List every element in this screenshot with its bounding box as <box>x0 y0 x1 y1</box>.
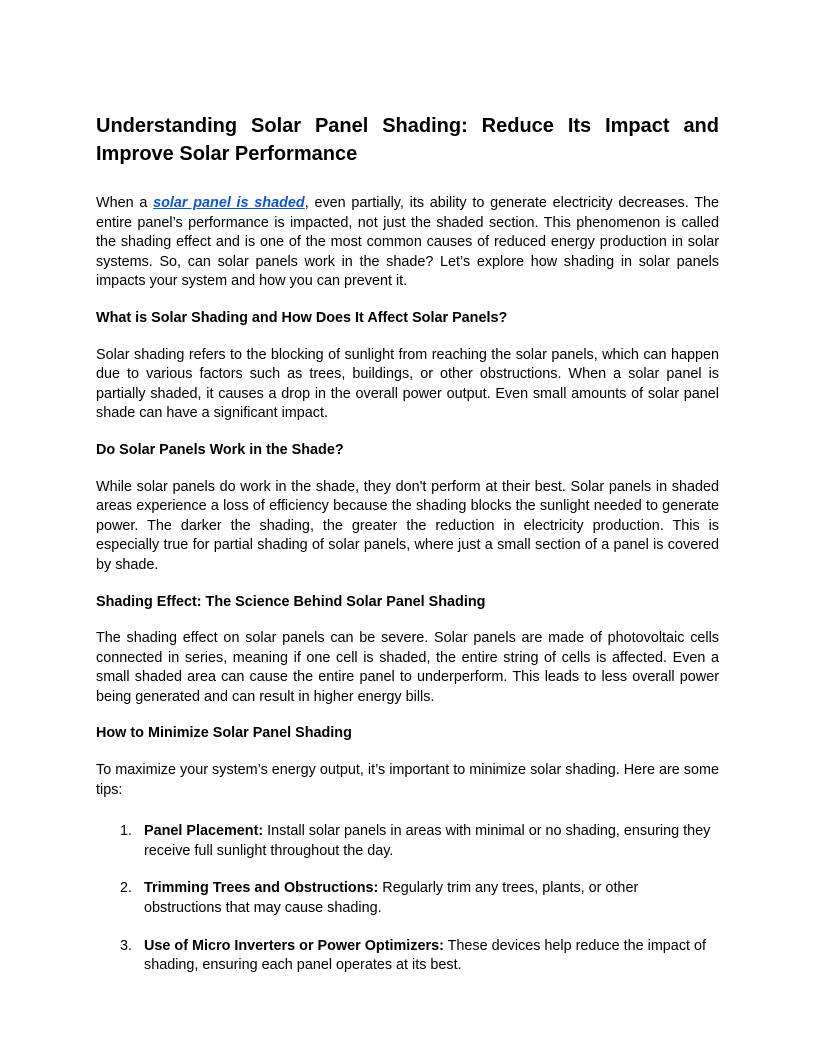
list-item-number: 2. <box>120 880 133 897</box>
list-item <box>120 879 719 918</box>
section-heading-work-in-shade: Do Solar Panels Work in the Shade? <box>96 441 344 458</box>
list-item-text: Regularly trim any trees, plants, or other obstructions that may cause shading. <box>144 880 639 917</box>
list-item-number: 1. <box>120 823 133 840</box>
list-item-text: Install solar panels in areas with minimal or no shading, ensuring they receive full sunlight throughout the day. <box>144 823 711 859</box>
page-title: Understanding Solar Panel Shading: Reduce Its Impact and Improve Solar Performance <box>96 115 719 165</box>
list-item <box>120 937 719 976</box>
list-item-text: These devices help reduce the impact of shading, ensuring each panel operates at its best. <box>144 937 707 974</box>
list-item-term: Panel Placement: <box>144 823 264 840</box>
section-heading-shading-effect: Shading Effect: The Science Behind Solar Panel Shading <box>96 593 486 610</box>
section-heading-minimize-shading: How to Minimize Solar Panel Shading <box>96 725 352 742</box>
section-body-minimize-shading: To maximize your system’s energy output, it’s important to minimize solar shading. Here are some tips: <box>96 762 719 798</box>
section-body-what-is-solar-shading: Solar shading refers to the blocking of sunlight from reaching the solar panels, which can happen due to various factors such as trees, buildings, or other obstructions. When a solar panel is partially shaded, it causes a drop in the overall power output. Even small amounts of solar panel shade can have a significant impact. <box>96 346 719 422</box>
intro-text-before-link: When a <box>96 195 154 211</box>
section-body-work-in-shade: While solar panels do work in the shade, they don't perform at their best. Solar panels in shaded areas experience a loss of efficiency because the shading blocks the sunlight needed to generate power. The darker the shading, the greater the reduction in electricity production. This is especially true for partial shading of solar panels, where just a small section of a panel is covered by shade. <box>96 478 719 573</box>
list-item-number: 3. <box>120 937 133 954</box>
section-body-shading-effect: The shading effect on solar panels can be severe. Solar panels are made of photovoltaic cells connected in series, meaning if one cell is shaded, the entire string of cells is affected. Even a small shaded area can cause the entire panel to underperform. This leads to less overall power being generated and can result in higher energy bills. <box>96 630 719 705</box>
list-item <box>120 822 719 861</box>
list-item-term: Trimming Trees and Obstructions: <box>144 880 379 897</box>
tips-list <box>96 822 719 976</box>
solar-panel-shaded-link[interactable]: solar panel is shaded <box>153 195 305 211</box>
intro-paragraph <box>96 194 719 292</box>
list-item-term: Use of Micro Inverters or Power Optimizers: <box>144 937 444 954</box>
document-page <box>96 112 719 994</box>
intro-text-after-link: , even partially, its ability to generate electricity decreases. The entire panel’s performance is impacted, not just the shaded section. This phenomenon is called the shading effect and is one of the most common causes of reduced energy production in solar systems. So, can solar panels work in the shade? Let’s explore how shading in solar panels impacts your system and how you can prevent it. <box>96 195 720 290</box>
section-heading-what-is-solar-shading: What is Solar Shading and How Does It Affect Solar Panels? <box>96 309 508 326</box>
